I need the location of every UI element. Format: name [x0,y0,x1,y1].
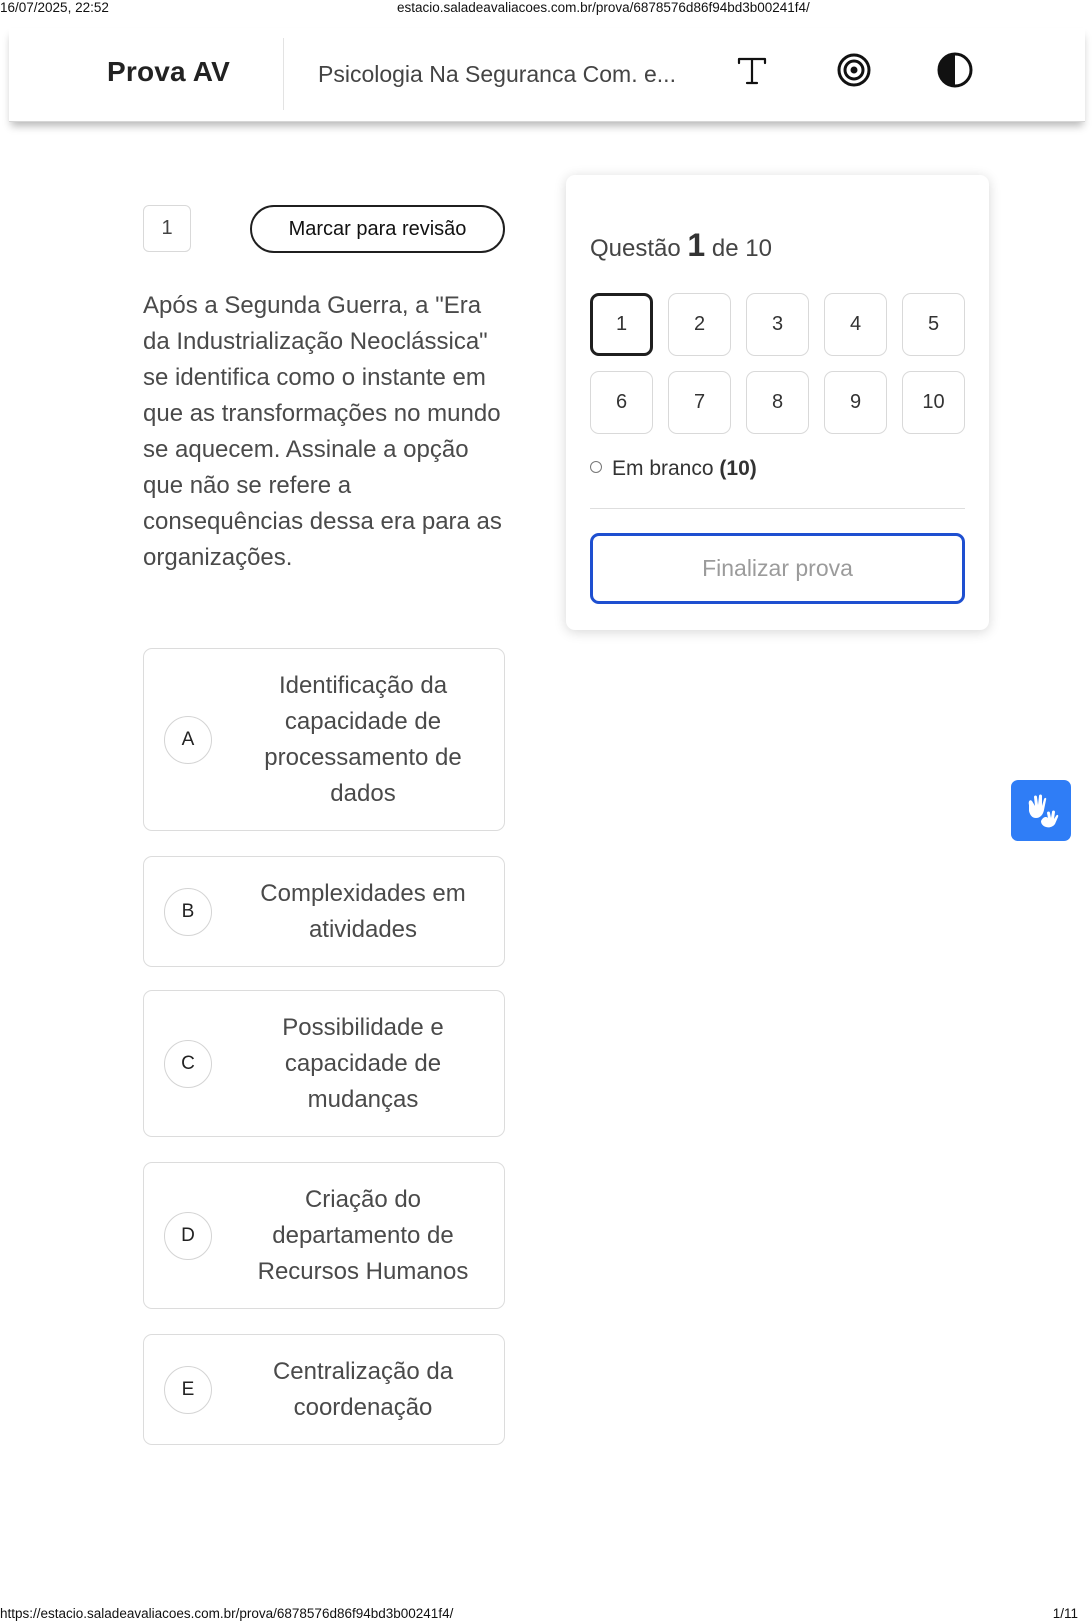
print-header [0,0,1092,16]
answer-option-d[interactable] [143,1162,505,1309]
navigator-title-prefix: Questão [590,235,681,262]
option-text: Centralização da coordenação [272,1357,454,1421]
option-letter: B [164,888,212,936]
print-url: estacio.saladeavaliacoes.com.br/prova/6878576d86f94bd3b00241f4/ [397,0,810,15]
option-letter: A [164,716,212,764]
blank-label: Em branco [612,457,714,480]
option-letter: C [164,1040,212,1088]
blank-status-dot-icon [590,461,602,473]
answer-option-e[interactable] [143,1334,505,1445]
option-text: Identificação da capacidade de processamento de dados [264,671,462,807]
sign-language-hands-icon [1021,791,1061,831]
print-footer-url: https://estacio.saladeavaliacoes.com.br/prova/6878576d86f94bd3b00241f4/ [0,1606,454,1621]
navigator-current-question: 1 [687,227,706,263]
font-size-icon[interactable] [732,50,772,90]
course-title: Psicologia Na Seguranca Com. e... [318,61,676,87]
option-letter: E [164,1366,212,1414]
question-button-8[interactable]: 8 [746,371,809,434]
question-button-10[interactable]: 10 [902,371,965,434]
question-button-2[interactable]: 2 [668,293,731,356]
print-datetime: 16/07/2025, 22:52 [0,0,109,15]
option-text: Complexidades em atividades [260,879,466,943]
option-letter: D [164,1212,212,1260]
mark-for-review-button[interactable]: Marcar para revisão [250,205,505,253]
navigator-title-suffix: de 10 [711,235,772,262]
question-button-1[interactable]: 1 [590,293,653,356]
question-navigator-panel [566,175,989,630]
contrast-icon[interactable] [935,50,975,90]
answer-option-a[interactable] [143,648,505,831]
target-icon[interactable] [834,50,874,90]
question-button-7[interactable]: 7 [668,371,731,434]
print-page-number: 1/11 [1052,1606,1078,1621]
question-button-3[interactable]: 3 [746,293,809,356]
brand-title: Prova AV [107,56,230,87]
option-text: Criação do departamento de Recursos Humanos [257,1185,469,1285]
navigator-title [590,227,772,264]
sign-language-icon[interactable] [1011,780,1071,841]
blank-count-status [590,457,757,481]
top-bar [9,28,1085,122]
blank-count: (10) [719,457,757,480]
question-number: 1 [143,205,191,252]
header-divider [283,38,284,110]
question-statement: Após a Segunda Guerra, a "Era da Industrialização Neoclássica" se identifica como o instante em que as transformações no mundo se aquecem. Assinale a opção que não se refere a consequências dessa era para as organizações. [143,292,502,571]
question-button-9[interactable]: 9 [824,371,887,434]
question-button-5[interactable]: 5 [902,293,965,356]
panel-divider [590,508,965,509]
answer-option-b[interactable] [143,856,505,967]
option-text: Possibilidade e capacidade de mudanças [282,1013,444,1113]
finish-exam-button[interactable]: Finalizar prova [590,533,965,604]
question-button-6[interactable]: 6 [590,371,653,434]
question-button-4[interactable]: 4 [824,293,887,356]
answer-option-c[interactable] [143,990,505,1137]
print-footer [0,1605,1092,1623]
